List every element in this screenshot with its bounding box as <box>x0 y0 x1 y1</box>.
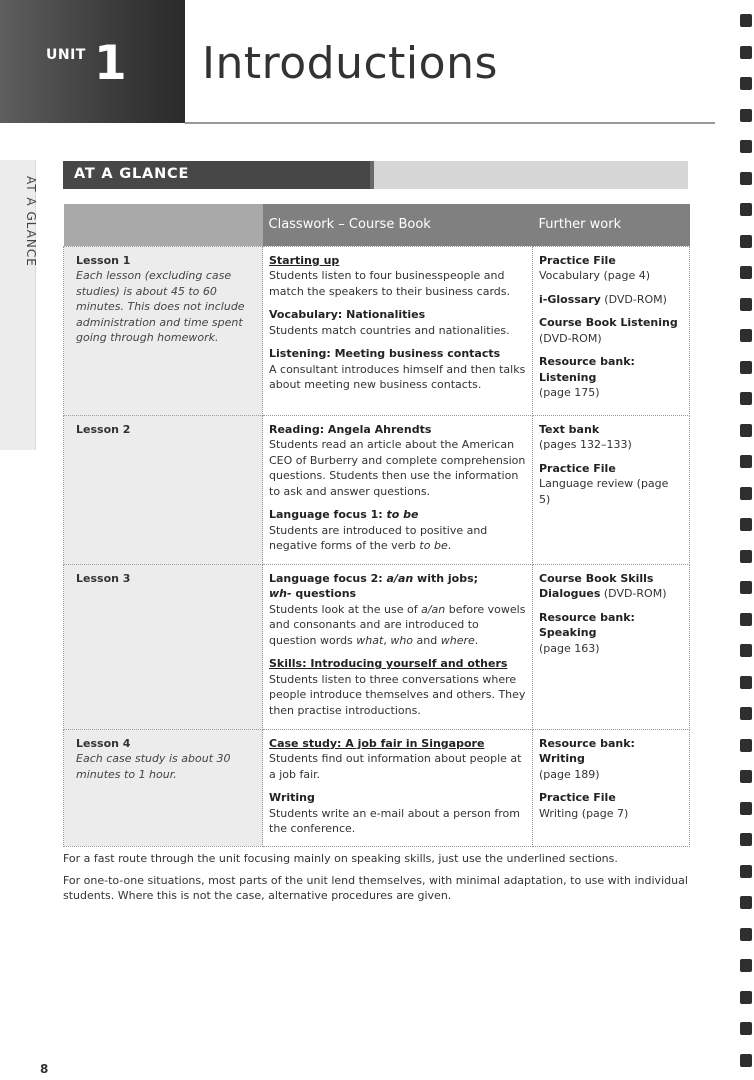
binding-coil <box>740 235 752 248</box>
binding-coil <box>740 896 752 909</box>
side-section-tab <box>0 160 36 450</box>
further-text: Vocabulary (page 4) <box>539 269 651 282</box>
classwork-cell <box>263 564 533 729</box>
header-further-work: Further work <box>533 204 690 246</box>
further-item <box>539 790 683 821</box>
classwork-title: Writing <box>269 791 315 804</box>
classwork-title: Starting up <box>269 253 340 267</box>
binding-coil <box>740 928 752 941</box>
binding-coil <box>740 581 752 594</box>
lesson-note: Each lesson (excluding case studies) is about 45 to 60 minutes. This does not include administration and time spent going through homework. <box>76 269 245 344</box>
classwork-cell <box>263 415 533 564</box>
further-item <box>539 354 683 401</box>
text-part: and <box>413 633 441 647</box>
binding-coil <box>740 802 752 815</box>
further-title: Practice File <box>539 461 616 475</box>
binding-coil <box>740 1022 752 1035</box>
further-title: Resource bank: Speaking <box>539 610 635 639</box>
classwork-item <box>269 307 526 338</box>
lesson-cell <box>64 246 263 415</box>
section-heading-bar <box>63 161 688 189</box>
binding-coil <box>740 77 752 90</box>
text-part: Students are introduced to positive and negative forms of the verb <box>269 523 488 552</box>
page-number: 8 <box>40 1062 49 1076</box>
section-heading: AT A GLANCE <box>74 166 190 182</box>
binding-coil <box>740 329 752 342</box>
further-title: Practice File <box>539 253 616 267</box>
unit-number: 1 <box>94 36 127 91</box>
classwork-text: Students write an e-mail about a person from the conference. <box>269 806 520 835</box>
classwork-text: Students listen to four businesspeople and match the speakers to their business cards. <box>269 269 510 298</box>
header-lesson <box>64 204 263 246</box>
binding-coil <box>740 865 752 878</box>
classwork-text: Students match countries and nationalities. <box>269 323 510 337</box>
text-emphasis: what <box>356 633 384 647</box>
classwork-cell <box>263 729 533 846</box>
further-text: Language review (page 5) <box>539 477 669 506</box>
binding-coil <box>740 739 752 752</box>
binding-coil <box>740 1054 752 1067</box>
classwork-text <box>269 523 526 554</box>
binding-coil <box>740 550 752 563</box>
header-classwork: Classwork – Course Book <box>263 204 533 246</box>
lesson-cell <box>64 564 263 729</box>
further-item <box>539 610 683 657</box>
classwork-title: Skills: Introducing yourself and others <box>269 657 508 670</box>
binding-coil <box>740 140 752 153</box>
classwork-item <box>269 571 526 649</box>
binding-coil <box>740 487 752 500</box>
lesson-name: Lesson 3 <box>76 571 131 585</box>
binding-coil <box>740 46 752 59</box>
side-tab-label: AT A GLANCE <box>24 176 38 267</box>
text-part: before vowels and consonants and are introduced to question words <box>269 602 526 647</box>
binding-coil <box>740 392 752 405</box>
binding-coil <box>740 424 752 437</box>
classwork-text: Students listen to three conversations where people introduce themselves and others. They then practise introductions. <box>269 672 526 717</box>
classwork-text: A consultant introduces himself and then talks about meeting new business contacts. <box>269 362 526 391</box>
further-work-cell <box>533 415 690 564</box>
further-text: (page 163) <box>539 641 600 655</box>
classwork-item <box>269 790 526 837</box>
classwork-title: Listening: Meeting business contacts <box>269 347 501 360</box>
classwork-title: Vocabulary: Nationalities <box>269 308 426 321</box>
title-text: Language focus 1: <box>269 508 387 521</box>
classwork-text: Students find out information about people at a job fair. <box>269 752 522 781</box>
title-emphasis: a/an <box>386 571 414 585</box>
text-emphasis: who <box>390 633 414 647</box>
unit-title: Introductions <box>202 38 498 89</box>
title-text: Language focus 2: <box>269 571 387 585</box>
text-part: . <box>474 633 479 647</box>
binding-coil <box>740 298 752 311</box>
text-emphasis: to be <box>419 539 448 552</box>
further-title: Course Book Listening <box>539 316 678 329</box>
binding-coil <box>740 266 752 279</box>
lesson-name: Lesson 4 <box>76 736 131 750</box>
further-title: Text bank <box>539 422 600 436</box>
further-item <box>539 315 683 346</box>
binding-coil <box>740 959 752 972</box>
title-emphasis: wh- <box>269 587 292 600</box>
classwork-item <box>269 507 526 554</box>
classwork-item <box>269 253 526 300</box>
further-item <box>539 461 683 508</box>
table-row <box>64 415 690 564</box>
binding-coil <box>740 109 752 122</box>
further-item <box>539 253 683 284</box>
further-item <box>539 736 683 783</box>
binding-coil <box>740 172 752 185</box>
classwork-title <box>269 507 526 523</box>
binding-coil <box>740 833 752 846</box>
table-row <box>64 729 690 846</box>
table-row <box>64 564 690 729</box>
title-text: questions <box>291 587 357 600</box>
further-title: Resource bank: Writing <box>539 736 635 765</box>
header-divider <box>185 122 715 124</box>
further-title: Resource bank: Listening <box>539 355 635 384</box>
lesson-cell <box>64 729 263 846</box>
further-item <box>539 292 683 308</box>
text-emphasis: a/an <box>421 602 446 616</box>
title-emphasis: to be <box>386 508 419 521</box>
lesson-name: Lesson 1 <box>76 253 131 267</box>
binding-coil <box>740 14 752 27</box>
classwork-item <box>269 346 526 393</box>
lesson-cell <box>64 415 263 564</box>
table-header-row <box>64 204 690 246</box>
lesson-note: Each case study is about 30 minutes to 1 hour. <box>76 752 231 781</box>
text-part: . <box>447 539 452 552</box>
further-text: Writing (page 7) <box>539 806 629 820</box>
classwork-title: Reading: Angela Ahrendts <box>269 422 432 436</box>
further-title: Practice File <box>539 791 616 804</box>
further-work-cell <box>533 729 690 846</box>
spiral-binding <box>714 0 754 1080</box>
further-title: i-Glossary <box>539 292 601 306</box>
section-heading-block <box>63 161 374 189</box>
further-work-cell <box>533 246 690 415</box>
note-one-to-one: For one-to-one situations, most parts of the unit lend themselves, with minimal adaptation, to use with individual students. Where this is not the case, alternative procedures are given. <box>63 874 688 902</box>
classwork-item <box>269 656 526 718</box>
further-item <box>539 422 683 453</box>
further-text: (DVD-ROM) <box>539 331 602 345</box>
classwork-title: Case study: A job fair in Singapore <box>269 736 485 750</box>
title-text: with jobs; <box>413 571 479 585</box>
binding-coil <box>740 203 752 216</box>
classwork-cell <box>263 246 533 415</box>
further-inline: (DVD-ROM) <box>600 587 667 600</box>
binding-coil <box>740 770 752 783</box>
classwork-item <box>269 422 526 500</box>
classwork-text: Students read an article about the American CEO of Burberry and complete comprehension questions. Students then use the information to ask and answer questions. <box>269 438 526 498</box>
further-title: Course Book Skills Dialogues <box>539 571 654 600</box>
binding-coil <box>740 707 752 720</box>
at-a-glance-table <box>63 204 690 847</box>
classwork-title <box>269 571 526 602</box>
binding-coil <box>740 676 752 689</box>
table-row <box>64 246 690 415</box>
unit-banner <box>0 0 185 123</box>
binding-coil <box>740 361 752 374</box>
further-text: (page 175) <box>539 386 600 399</box>
further-work-cell <box>533 564 690 729</box>
binding-coil <box>740 455 752 468</box>
classwork-item <box>269 736 526 783</box>
text-part: , <box>383 633 391 647</box>
unit-label: UNIT <box>46 47 86 63</box>
classwork-text <box>269 602 526 649</box>
text-emphasis: where <box>440 633 475 647</box>
note-fast-route: For a fast route through the unit focusing mainly on speaking skills, just use the underlined sections. <box>63 852 618 865</box>
further-inline: (DVD-ROM) <box>600 292 667 306</box>
binding-coil <box>740 991 752 1004</box>
text-part: Students look at the use of <box>269 602 422 616</box>
binding-coil <box>740 613 752 626</box>
further-text: (page 189) <box>539 767 600 781</box>
further-item <box>539 571 683 602</box>
binding-coil <box>740 518 752 531</box>
binding-coil <box>740 644 752 657</box>
further-text: (pages 132–133) <box>539 438 632 451</box>
lesson-name: Lesson 2 <box>76 422 131 436</box>
